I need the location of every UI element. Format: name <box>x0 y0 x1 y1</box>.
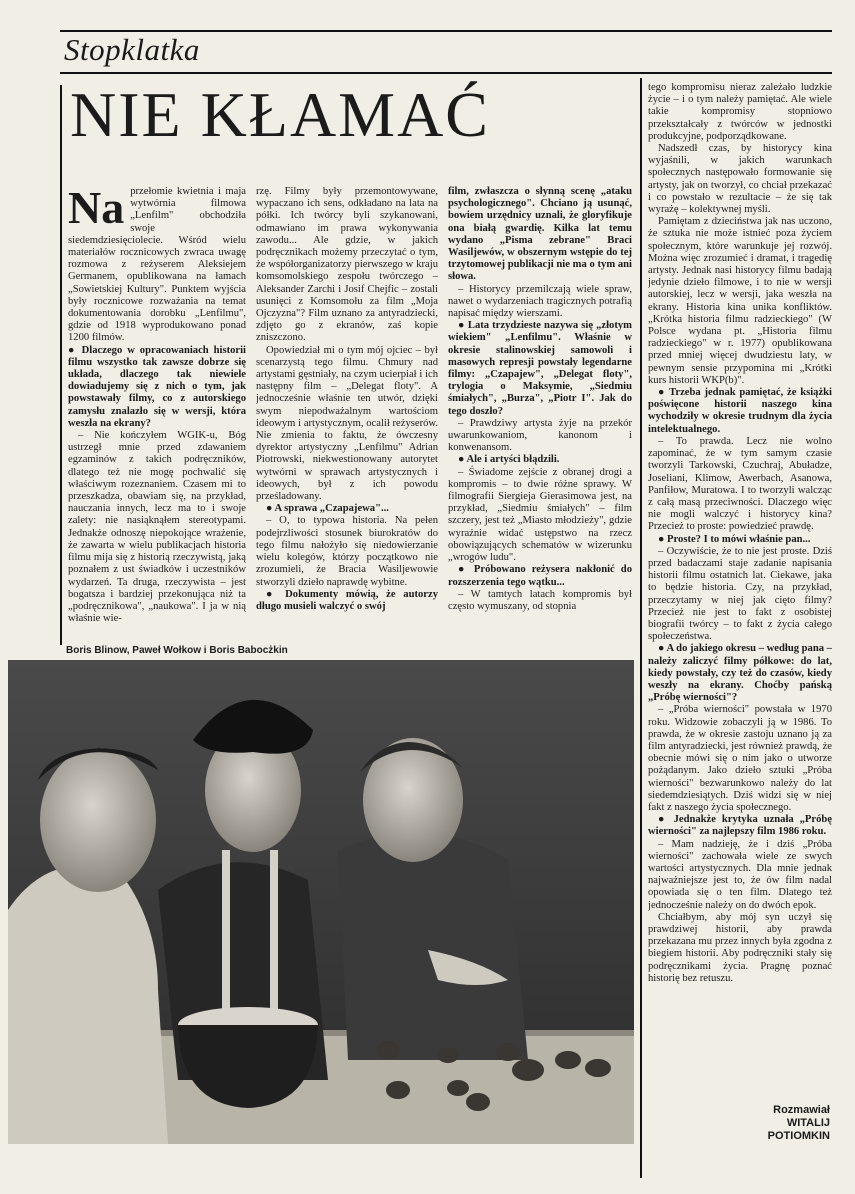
section-heading: Stopklatka <box>64 32 200 67</box>
question-10: ● Jednakże krytyka uznała „Próbę wierności" za najlepszy film 1986 roku. <box>648 814 832 838</box>
byline-name-1: WITALIJ <box>786 1117 830 1129</box>
text-column-2 <box>256 186 438 626</box>
text-column-4 <box>648 82 832 1098</box>
interviewer-byline <box>730 1104 830 1143</box>
paragraph: – Historycy przemilczają wiele spraw, nawet o wydarzeniach tragicznych potrafią napisać między wierszami. <box>448 283 632 320</box>
answer-9: – „Próba wierności" powstała w 1970 roku. Widzowie zobaczyli ją w 1986. To prawda, że w okresie zastoju uznano ją za film antyradziecki, jest również prawdą, że obecnie mówi się o nim jako o utworze pożądanym. Jako dzieło sztuki „Próba wierności" bezwarunkowo należy do lat siedemdziesiątych. Dziś widzi się w niej fakt z naszego życia społecznego. <box>648 704 832 813</box>
answer-10: – Mam nadzieję, że i dziś „Próba wierności" zachowała wiele ze swych wartości artystycznych. Dla mnie jednak najważniejsze jest to, że ów film nadal opowiada się o ten film. Dlatego też jednocześnie należy on do dwóch epok. <box>648 838 832 911</box>
question-3: ● Dokumenty mówią, że autorzy długo musieli walczyć o swój <box>256 588 438 612</box>
answer-7: – To prawda. Lecz nie wolno zapominać, że w tym samym czasie tworzyli Tarkowski, Czuchraj, Abuładze, Joseliani, Klimow, Awerbach, Asanowa, Panfiłow, Muratowa. I to tworzyli walcząc z całą masą przeciwności. Dlaczego więc nie mogli walczyć i historycy kina? Przecież to proste: powiedzieć prawdę. <box>648 435 832 533</box>
paragraph: Pamiętam z dzieciństwa jak nas uczono, że sztuka nie może istnieć poza życiem społecznym, które warunkuje jej rozwój. Można więc zrozumieć i dramat, i tragedię artysty. Jednak nasi historycy filmu badają jedynie dzieło filmowe, i to nie w wersji autorskiej, lecz w wersji, jaka weszła na ekrany. Historia kina unika konfliktów. „Krótka historia filmu radzieckiego" (W Polsce wydana pt. „Historia filmu radzieckiego" w r. 1977) opublikowana przed mniej więcej dwudziestu laty, w pewnym sensie przypomina mi „Krótki kurs historii WKP(b)". <box>648 216 832 386</box>
answer-8: – Oczywiście, że to nie jest proste. Dziś przed badaczami staje zadanie napisania historii filmu ostatnich lat. Ciekawe, jaka to będzie historia. Czy, na przykład, przeczytamy w niej jak cięto filmy? Przecież nie jest to fakt z osobistej biografii twórcy – to fakt z życia całego społeczeństwa. <box>648 545 832 643</box>
answer-1: – Nie kończyłem WGIK-u, Bóg ustrzegł mnie przed zdawaniem egzaminów z takich podręczników, dlatego też nie mogę pochwalić się właściwym rozeznaniem. Czasem mi to przeszkadza, obawiam się, na przykład, nauczania innych, lecz ma to i swoje zalety: nie nasiąknąłem stereotypami. Jednakże odnoszę niepokojące wrażenie, że zawarta w wielu publikacjach historia filmu mija się z historią rzeczywistą, jaką poznałem z ust świadków i uczestników wydarzeń. Ta druga, rzeczywista – jest bogatsza i bardziej przekonująca niż ta „podręcznikowa", „naukowa". I ja w nią właśnie wie- <box>68 430 246 625</box>
answer-2: – O, to typowa historia. Na pełen podejrzliwości stosunek biurokratów do tego filmu nałożyło się niedowierzanie wielu kolegów, którzy początkowo nie zrozumieli, że Bracia Wasiljewowie stworzyli dzieło naprawdę wybitne. <box>256 515 438 588</box>
article-title: NIE KŁAMAĆ <box>70 79 490 150</box>
question-7: ● Trzeba jednak pamiętać, że książki poświęcone historii naszego kina wychodziły w okresie trudnym dla życia intelektualnego. <box>648 387 832 435</box>
question-4: ● Lata trzydzieste nazywa się „złotym wiekiem" „Lenfilmu". Właśnie w okresie stalinowskiej samowoli i masowych represji powstały legendarne filmy: „Czapajew", „Delegat floty", trylogia o Maksymie, „Siedmiu śmiałych", „Burza", „Piotr I". Jak do tego doszło? <box>448 320 632 417</box>
right-column-rule <box>640 78 642 1178</box>
text-column-3 <box>448 186 632 626</box>
question-2: ● A sprawa „Czapajewa"... <box>266 503 389 515</box>
photo-caption: Boris Blinow, Paweł Wołkow i Boris Babocżkin <box>66 645 288 656</box>
drop-cap: Na <box>68 186 125 233</box>
question-8: ● Proste? I to mówi właśnie pan... <box>658 533 811 545</box>
paragraph: Opowiedział mi o tym mój ojciec – był scenarzystą tego filmu. Chmury nad artystami gęstniały, na czym ucierpiał i ich następny film – „Delegat floty". A jednocześnie właśnie ten utwór, dzięki swym niepodważalnym wartościom ideowym i artystycznym, ocalił reżyserów. Nie zmienia to faktu, że ówczesny dyrektor artystyczny „Lenfilmu" Adrian Piotrowski, niekwestionowany autorytet wytwórni w sprawach artystycznych i ideowych, był z ich powodu prześladowany. <box>256 344 438 503</box>
question-6: ● Próbowano reżysera nakłonić do rozszerzenia tego wątku... <box>448 564 632 588</box>
left-rule <box>60 85 62 645</box>
text-column-1 <box>68 186 246 626</box>
film-still-photo <box>8 660 634 1144</box>
question-9: ● A do jakiego okresu – według pana – należy zaliczyć filmy półkowe: do lat, kiedy powstały, czy też do czasów, kiedy weszły na ekrany. Choćby pańską „Próbę wierności"? <box>648 643 832 704</box>
answer-4: – Prawdziwy artysta żyje na przekór uwarunkowaniom, kanonom i konwenansom. <box>448 417 632 454</box>
photo-illustration <box>8 660 634 1144</box>
paragraph: Nadszedł czas, by historycy kina wyjaśnili, w jakich warunkach społecznych następowało formowanie się artysty, jak on tworzył, co chciał przekazać i co powstało w rezultacie – że się tak wyrażę – kolektywnej myśli. <box>648 143 832 216</box>
paragraph: rzę. Filmy były przemontowywane, wypaczano ich sens, odkładano na lata na półki. Ich twórcy byli szykanowani, odmawiano im prawa wykonywania zawodu... Ale gdzie, w jakich podręcznikach możemy przeczytać o tym, że współorganizatorzy pierwszego w kraju komsomolskiego zespołu twórczego – Aleksander Zarchi i Josif Chejfic – zostali usunięci z Komsomołu za film „Moja Ojczyzna"? Film uznano za antyradziecki, zdjęto go z ekranów, zaś kopie zniszczono. <box>256 186 438 344</box>
question-3-continued: film, zwłaszcza o słynną scenę „ataku psychologicznego". Chciano ją usunąć, bowiem urzędnicy uznali, że gloryfikuje ona białą gwardię. Kilka lat temu wydano „Pisma zebrane" Braci Wasiljewów, w obszernym wstępie do tej trzytomowej publikacji nie ma o tym ani słowa. <box>448 186 632 283</box>
question-5: ● Ale i artyści błądzili. <box>458 454 560 466</box>
header-rule <box>60 72 832 74</box>
closing-paragraph: Chciałbym, aby mój syn uczył się prawdziwej historii, aby prawda przekazana mu przez innych była zgodna z biegiem historii. Aby podręczniki stały się podręcznikami życia. Pragnę poznać historię bez retuszu. <box>648 911 832 984</box>
answer-6: – W tamtych latach kompromis był często wymuszany, od stopnia <box>448 588 632 612</box>
byline-label: Rozmawiał <box>773 1104 830 1116</box>
intro-paragraph: przełomie kwietnia i maja wytwórnia filmowa „Lenfilm" obchodziła swoje siedemdziesięciolecie. Wśród wielu materiałów rocznicowych zwraca uwagę rozmowa z reżyserem Aleksiejem Germanem, opublikowana na łamach „Sowietskiej Kultury". Punktem wyjścia były rocznicowe rozważania na temat dokumentowania dorobku „Lenfilmu", gdzie od 1918 wyprodukowano ponad 1200 filmów. <box>68 186 246 344</box>
answer-5: – Świadome zejście z obranej drogi a kompromis – to dwie różne sprawy. W filmografii Siergieja Gierasimowa jest, na przykład, „Siedmiu śmiałych" – film szczery, jest też „Miasto młodzieży", gdzie wyraźnie widać ustępstwo na rzecz obowiązujących schematów w wizerunku „wrogów ludu". <box>448 466 632 564</box>
question-1: ● Dlaczego w opracowaniach historii filmu wszystko tak zawsze dobrze się układa, dlaczego tak niewiele dowiadujemy się z nich o tym, jak powstawały filmy, co z autorskiego zamysłu znalazło się w wersji, która weszła na ekrany? <box>68 344 246 429</box>
byline-name-2: POTIOMKIN <box>767 1130 830 1142</box>
paragraph: tego kompromisu nieraz zależało ludzkie życie – i o tym należy pamiętać. Ale wiele takie kompromisy stopniowo przekształcały z twórców w jednostki produkcyjne, podporządkowane. <box>648 82 832 142</box>
